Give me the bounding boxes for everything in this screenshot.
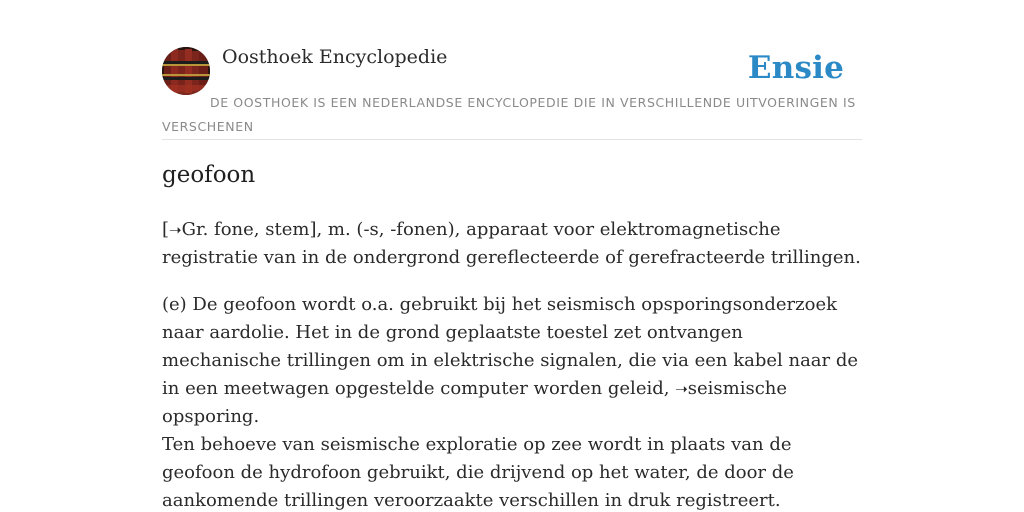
- seismische-opsporing-link[interactable]: seismische opsporing: [162, 378, 788, 427]
- reference-arrow-icon: ➝: [169, 221, 182, 239]
- definition-text: Gr. fone, stem], m. (-s, -fonen), apparaat voor elektromagnetische registratie van in de ondergrond gereflecteerde of gerefracteerde trillingen.: [162, 219, 861, 268]
- entry-paragraph-hydrofoon: Ten behoeve van seismische exploratie op zee wordt in plaats van de geofoon de hydrofoon gebruikt, die drijvend op het water, de door de aankomende trillingen veroorzaakte verschillen in druk registreert.: [162, 434, 794, 511]
- ensie-logo-link[interactable]: Ensie: [747, 50, 844, 86]
- usage-text: (e) De geofoon wordt o.a. gebruikt bij het seismisch opsporingsonderzoek naar aardolie. Het in de grond geplaatste toestel zet ontvangen mechanische trillingen om in elektrische signalen, die via een kabel naar de in een meetwagen opgestelde computer worden geleid,: [162, 294, 859, 399]
- encyclopedia-books-avatar[interactable]: [162, 47, 210, 95]
- site-tagline: DE OOSTHOEK IS EEN NEDERLANDSE ENCYCLOPEDIE DIE IN VERSCHILLENDE UITVOERINGEN IS VERSCHENEN: [162, 95, 856, 134]
- site-header: [162, 0, 862, 140]
- page-container: [162, 0, 862, 511]
- entry-title: geofoon: [162, 162, 256, 188]
- entry-paragraph-usage: [162, 291, 862, 431]
- site-title-link[interactable]: Oosthoek Encyclopedie: [222, 46, 448, 68]
- reference-arrow-icon: ➝: [675, 380, 688, 398]
- books-image: [162, 47, 210, 95]
- bracket-open: [: [162, 219, 170, 240]
- entry-definition: [162, 216, 862, 272]
- usage-end: .: [253, 406, 260, 427]
